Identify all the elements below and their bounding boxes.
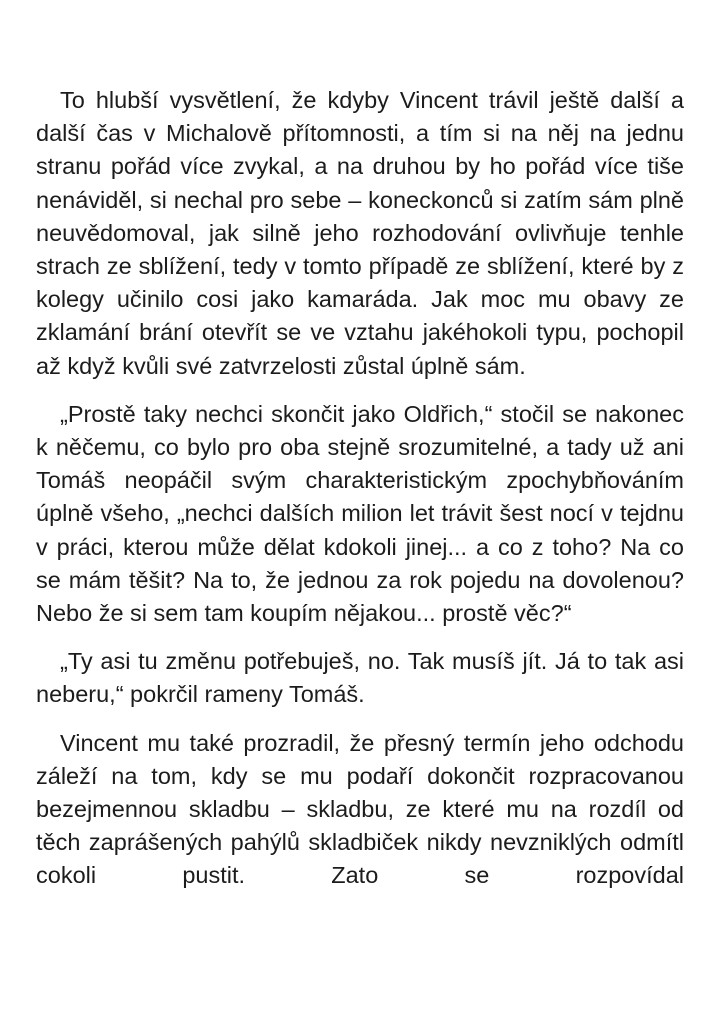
paragraph-3: „Ty asi tu změnu potřebuješ, no. Tak musíš jít. Já to tak asi neberu,“ pokrčil rameny Tomáš.: [36, 648, 684, 708]
document-page: [36, 84, 684, 908]
paragraph-4: Vincent mu také prozradil, že přesný termín jeho odchodu záleží na tom, kdy se mu podaří dokončit rozpracovanou bezejmennou skladbu – skladbu, ze které mu na rozdíl od těch zaprášených pahýlů skladbiček nikdy nevzniklých odmítl cokoli pustit. Zato se rozpovídal: [36, 729, 684, 889]
paragraph-1: To hlubší vysvětlení, že kdyby Vincent trávil ještě další a další čas v Michalově přítomnosti, a tím si na něj na jednu stranu pořád více zvykal, a na druhou by ho pořád více tiše nenáviděl, si nechal pro sebe – koneckonců si zatím sám plně neuvědomoval, jak silně jeho rozhodování ovlivňuje tenhle strach ze sblížení, tedy v tomto případě ze sblížení, které by z kolegy učinilo cosi jako kamaráda. Jak moc mu obavy ze zklamání brání otevřít se ve vztahu jakéhokoli typu, pochopil až když kvůli své zatvrzelosti zůstal úplně sám.: [36, 87, 684, 379]
paragraph-2: „Prostě taky nechci skončit jako Oldřich,“ stočil se nakonec k něčemu, co bylo pro oba stejně srozumitelné, a tady už ani Tomáš neopáčil svým charakteristickým zpochybňováním úplně všeho, „nechci dalších milion let trávit šest nocí v tejdnu v práci, kterou může dělat kdokoli jinej... a co z toho? Na co se mám těšit? Na to, že jednou za rok pojedu na dovolenou? Nebo že si sem tam koupím nějakou... prostě věc?“: [36, 400, 684, 627]
